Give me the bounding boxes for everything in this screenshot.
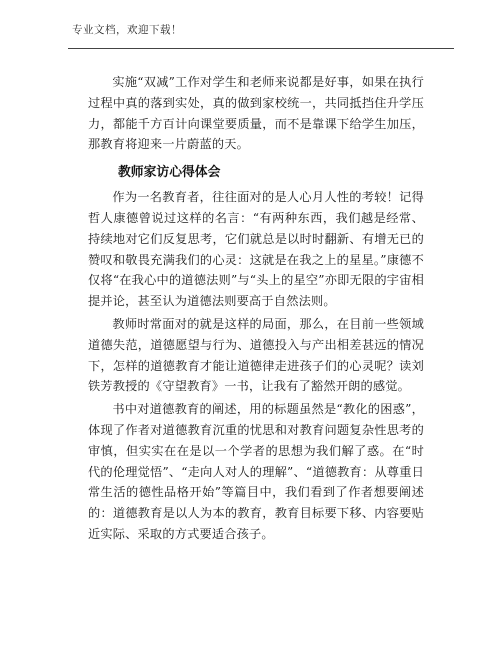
paragraph-book-review: 书中对道德教育的阐述，用的标题虽然是“教化的困惑”，体现了作者对道德教育沉重的忧思和对教育问题复杂性思考的审慎，但实实在在是以一个学者的思想为我们解了惑。在“时代的伦理觉悟”、“走向人对人的理解”、“道德教育：从尊重日常生活的德性品格开始”等篇目中，我们看到了作者想要阐述的：道德教育是以人为本的教育，教育目标要下移、内容要贴近实际、采取的方式要适合孩子。 <box>88 402 424 541</box>
document-body <box>88 72 424 545</box>
section-heading: 教师家访心得体会 <box>118 165 221 181</box>
paragraph-moral-education: 教师时常面对的就是这样的局面，那么，在目前一些领域道德失范，道德愿望与行为、道德投入与产出相差甚远的情况下，怎样的道德教育才能让道德律走进孩子们的心灵呢？读刘铁芳教授的《守望教育》一书，让我有了豁然开朗的感觉。 <box>88 316 424 394</box>
paragraph-kant-quote: 作为一名教育者，往往面对的是人心月人性的考较！记得哲人康德曾说过这样的名言：“有两种东西，我们越是经常、持续地对它们反复思考，它们就总是以时时翻新、有增无已的赞叹和敬畏充满我们的心灵：这就是在我之上的星星。”康德不仅将“在我心中的道德法则”与“头上的星空”亦即无限的宇宙相提并论，甚至认为道德法则要高于自然法则。 <box>88 190 424 309</box>
page-header: 专业文档，欢迎下载！ <box>72 24 182 36</box>
paragraph-double-reduction: 实施“双减”工作对学生和老师来说都是好事，如果在执行过程中真的落到实处，真的做到家校统一，共同抵挡住升学压力，都能千方百计向课堂要质量，而不是靠课下给学生加压，那教育将迎来一片蔚蓝的天。 <box>88 75 424 152</box>
header-divider <box>68 48 454 49</box>
